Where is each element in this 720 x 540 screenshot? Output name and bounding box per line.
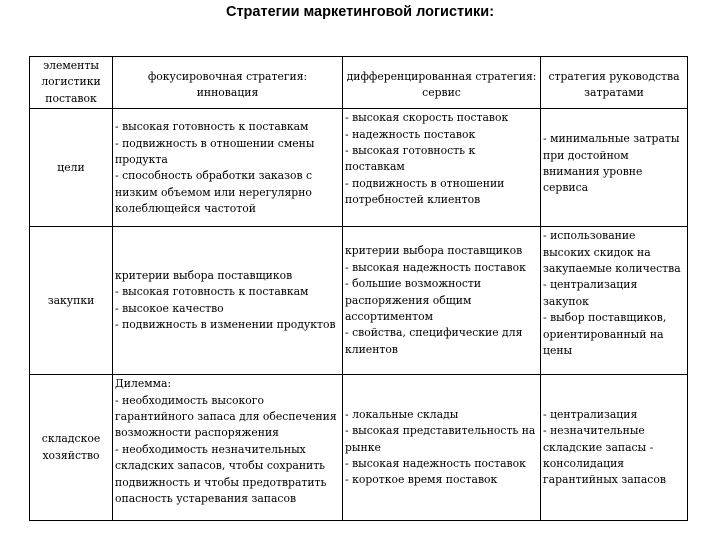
strategy-table — [29, 56, 688, 521]
table-cell: - минимальные затраты при достойном внимания уровне сервиса — [541, 109, 688, 227]
table-row — [30, 375, 688, 521]
table-cell: критерии выбора поставщиков - высокая надежность поставок - большие возможности распоряжения общим ассортиментом - свойства, специфические для клиентов — [343, 227, 541, 375]
table-cell: - высокая скорость поставок - надежность поставок - высокая готовность к поставкам - подвижность в отношении потребностей клиентов — [343, 109, 541, 227]
row-header-purchasing: закупки — [30, 227, 113, 375]
table-cell: - использование высоких скидок на закупаемые количества - централизация закупок - выбор поставщиков, ориентированный на цены — [541, 227, 688, 375]
table-cell: Дилемма: - необходимость высокого гарантийного запаса для обеспечения возможности распоряжения - необходимость незначительных складских запасов, чтобы сохранить подвижность и чтобы предотвратить опасность устаревания запасов — [113, 375, 343, 521]
column-header-cost: стратегия руководства затратами — [541, 57, 688, 109]
table-header-row — [30, 57, 688, 109]
table-cell: критерии выбора поставщиков - высокая готовность к поставкам - высокое качество - подвижность в изменении продуктов — [113, 227, 343, 375]
table-cell: - централизация - незначительные складские запасы - консолидация гарантийных запасов — [541, 375, 688, 521]
corner-header: элементы логистики поставок — [30, 57, 113, 109]
table-cell: - высокая готовность к поставкам - подвижность в отношении смены продукта - способность обработки заказов с низким объемом или нерегулярно колеблющейся частотой — [113, 109, 343, 227]
row-header-goals: цели — [30, 109, 113, 227]
table-row — [30, 227, 688, 375]
table-cell: - локальные склады - высокая представительность на рынке - высокая надежность поставок - короткое время поставок — [343, 375, 541, 521]
column-header-differentiated: дифференцированная стратегия: сервис — [343, 57, 541, 109]
column-header-focus: фокусировочная стратегия: инновация — [113, 57, 343, 109]
table-row — [30, 109, 688, 227]
row-header-warehousing: складское хозяйство — [30, 375, 113, 521]
page-title: Стратегии маркетинговой логистики: — [225, 4, 495, 20]
